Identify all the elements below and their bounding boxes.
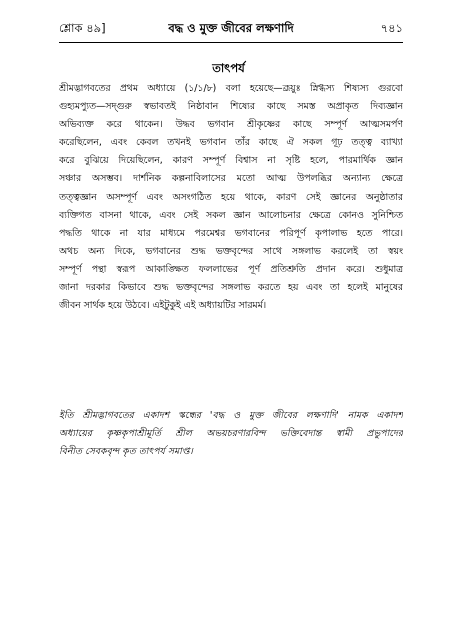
running-header (59, 20, 403, 40)
page-number: ৭৪১ (380, 21, 403, 35)
purport-line: ব্যক্তিগত বাসনা থাকে, এবং সেই সকল জ্ঞান আলোচনার ক্ষেত্রে কোনও সুনিশ্চিত (59, 209, 403, 221)
purport-body (59, 80, 403, 315)
purport-line: করেছিলেন, এবং কেবল তখনই ভগবান তাঁর কাছে ঐ সকল গূঢ় তত্ত্ব ব্যাখ্যা (59, 137, 403, 149)
purport-line: পদ্ধতি থাকে না যার মাধ্যমে পরমেশ্বর ভগবানের পরিপূর্ণ কৃপালাভ হতে পারে। (59, 227, 403, 239)
purport-line: গুহ্যমপ্যুত—সদ্গুরু স্বভাবতই নিষ্ঠাবান শিষ্যের কাছে সমস্ত অপ্রাকৃত দিব্যজ্ঞান (59, 101, 403, 113)
purport-line: জীবন সার্থক হয়ে উঠবে। এইটুকুই এই অধ্যায়টির সারমর্ম। (59, 300, 267, 312)
purport-line: শ্রীমদ্ভাগবতের প্রথম অধ্যায়ে (১/১/৮) বলা হয়েছে—ব্রূয়ুঃ স্নিগ্ধস্য শিষ্যস্য গুরবো (59, 83, 403, 94)
purport-line: সঞ্চার অসম্ভব। দার্শনিক কল্পনাবিলাসের মতো আত্ম উপলব্ধির অন্যান্য ক্ষেত্রে (59, 173, 403, 185)
colophon-line: অধ্যায়ের কৃষ্ণকৃপাশ্রীমূর্তি শ্রীল অভয়চরণারবিন্দ ভক্তিবেদান্ত স্বামী প্রভুপাদের (59, 428, 403, 440)
purport-heading: তাৎপর্য (212, 61, 245, 75)
purport-line: অথচ অন্য দিকে, ভগবানের শুদ্ধ ভক্তবৃন্দের সাথে সঙ্গলাভ করলেই তা স্বয়ং (59, 245, 403, 257)
chapter-colophon (59, 407, 403, 461)
colophon-line: বিনীত সেবকবৃন্দ কৃত তাৎপর্য সমাপ্ত। (59, 446, 193, 458)
colophon-line: ইতি শ্রীমদ্ভাগবতের একাদশ স্কন্ধের 'বদ্ধ ও মুক্ত জীবের লক্ষণাদি' নামক একাদশ (59, 410, 403, 421)
chapter-title: বদ্ধ ও মুক্ত জীবের লক্ষণাদি (168, 21, 294, 35)
purport-line: সম্পূর্ণ পন্থা স্বরূপ আকাঙ্ক্ষিত ফললাভের পূর্ণ প্রতিশ্রুতি প্রদান করে। শুধুমাত্র (59, 263, 403, 275)
purport-line: অভিব্যক্ত করে থাকেন। উদ্ধব ভগবান শ্রীকৃষ্ণের কাছে সম্পূর্ণ আত্মসমর্পণ (59, 119, 403, 131)
purport-line: করে বুঝিয়ে দিয়েছিলেন, কারণ সম্পূর্ণ বিশ্বাস না সৃষ্টি হলে, পারমার্থিক জ্ঞান (59, 155, 403, 167)
verse-reference: শ্লোক ৪৯] (59, 21, 106, 35)
purport-line: জানা দরকার কিভাবে শুদ্ধ ভক্তবৃন্দের সঙ্গলাভ করতে হয় এবং তা হলেই মানুষের (59, 282, 403, 294)
purport-line: তত্ত্বজ্ঞান অসম্পূর্ণ এবং অসংগঠিত হয়ে থাকে, কারণ সেই জ্ঞানের অনুষ্ঠাতার (59, 191, 403, 203)
header-rule (59, 42, 403, 43)
